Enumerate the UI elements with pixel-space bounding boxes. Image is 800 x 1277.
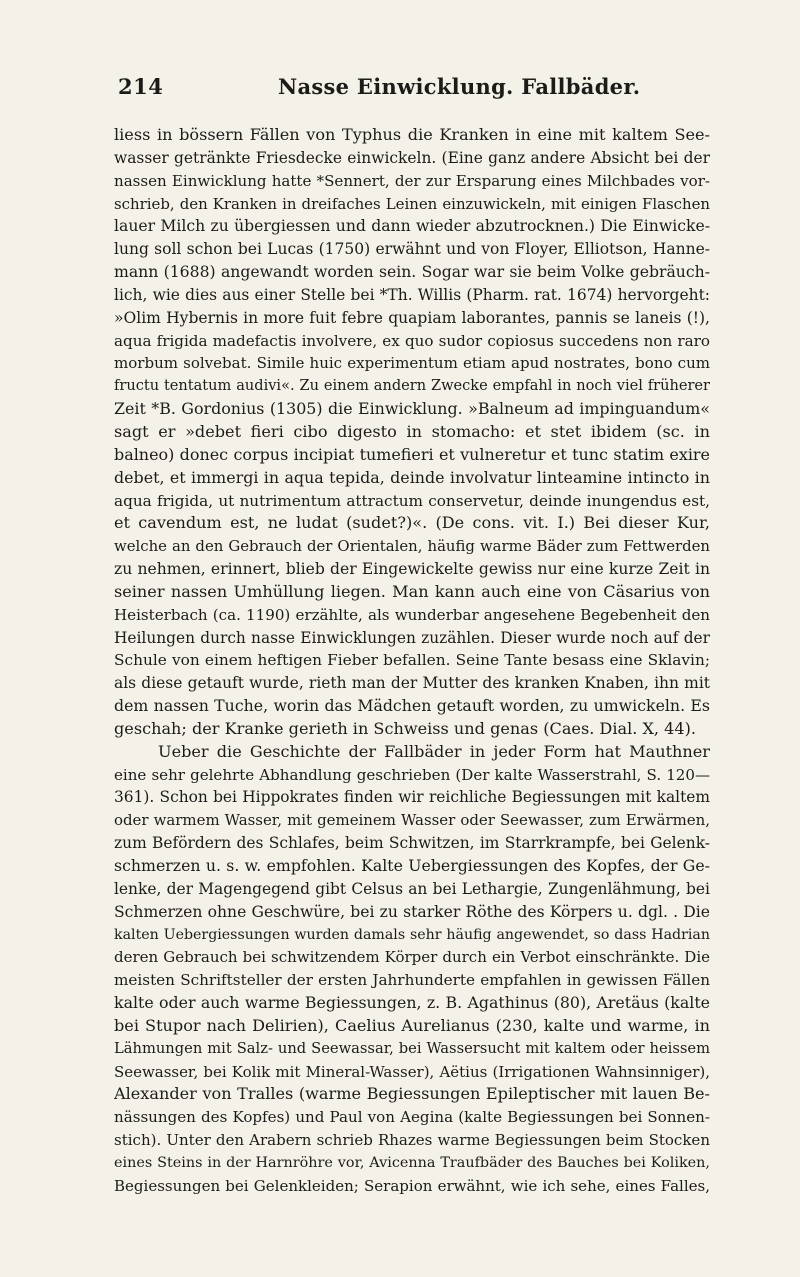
text-line: »Olim Hybernis in more fuit febre quapiam laborantes, pannis se laneis (!), xyxy=(114,308,710,327)
text-line: Heilungen durch nasse Einwicklungen zuzählen. Dieser wurde noch auf der xyxy=(114,628,710,647)
running-head: Nasse Einwicklung. Fallbäder. xyxy=(278,74,641,99)
text-line: Seewasser, bei Kolik mit Mineral-Wasser), Aëtius (Irrigationen Wahnsinniger), xyxy=(114,1062,710,1081)
body-text xyxy=(114,124,710,1221)
text-line: schmerzen u. s. w. empfohlen. Kalte Uebergiessungen des Kopfes, der Ge- xyxy=(114,856,710,875)
text-line: fructu tentatum audivi«. Zu einem andern Zwecke empfahl in noch viel früherer xyxy=(114,377,710,395)
text-line: liess in bössern Fällen von Typhus die Kranken in eine mit kaltem See- xyxy=(114,125,710,144)
text-line: Lähmungen mit Salz- und Seewassar, bei Wassersucht mit kaltem oder heissem xyxy=(114,1039,710,1057)
text-line: kalte oder auch warme Begiessungen, z. B. Agathinus (80), Aretäus (kalte xyxy=(114,993,710,1013)
text-line: aqua frigida, ut nutrimentum attractum conservetur, deinde inungendus est, xyxy=(114,491,710,510)
text-line: welche an den Gebrauch der Orientalen, häufig warme Bäder zum Fettwerden xyxy=(114,537,710,556)
text-line: lung soll schon bei Lucas (1750) erwähnt und von Floyer, Elliotson, Hanne- xyxy=(114,240,710,259)
text-line: 361). Schon bei Hippokrates finden wir reichliche Begiessungen mit kaltem xyxy=(114,788,710,807)
text-line: kalten Uebergiessungen wurden damals sehr häufig angewendet, so dass Hadrian xyxy=(114,926,710,943)
page-header xyxy=(118,74,708,104)
text-line: aqua frigida madefactis involvere, ex quo sudor copiosus succedens non raro xyxy=(114,331,710,350)
text-line: sagt er »debet fieri cibo digesto in stomacho: et stet ibidem (sc. in xyxy=(114,421,710,441)
text-line: balneo) donec corpus incipiat tumefieri et vulneretur et tunc statim exire xyxy=(114,444,710,464)
text-line: schrieb, den Kranken in dreifaches Leinen einzuwickeln, mit einigen Flaschen xyxy=(114,194,710,213)
text-line: Schmerzen ohne Geschwüre, bei zu starker Röthe des Körpers u. dgl. . Die xyxy=(114,902,710,921)
text-line: Begiessungen bei Gelenkleiden; Serapion erwähnt, wie ich sehe, eines Falles, xyxy=(114,1176,710,1195)
text-line: stich). Unter den Arabern schrieb Rhazes warme Begiessungen beim Stocken xyxy=(114,1131,710,1150)
text-line: deren Gebrauch bei schwitzendem Körper durch ein Verbot einschränkte. Die xyxy=(114,948,710,967)
text-line: eine sehr gelehrte Abhandlung geschrieben (Der kalte Wasserstrahl, S. 120— xyxy=(114,765,710,784)
text-line: et cavendum est, ne ludat (sudet?)«. (De cons. vit. I.) Bei dieser Kur, xyxy=(114,513,710,533)
text-line: Schule von einem heftigen Fieber befallen. Seine Tante besass eine Sklavin; xyxy=(114,651,710,670)
text-line: lenke, der Magengegend gibt Celsus an bei Lethargie, Zungenlähmung, bei xyxy=(114,879,710,898)
text-line: seiner nassen Umhüllung liegen. Man kann auch eine von Cäsarius von xyxy=(114,581,710,601)
text-line: nassen Einwicklung hatte *Sennert, der zur Ersparung eines Milchbades vor- xyxy=(114,171,710,190)
text-line xyxy=(114,1198,710,1221)
text-line: bei Stupor nach Delirien), Caelius Aurelianus (230, kalte und warme, in xyxy=(114,1015,710,1035)
page-number: 214 xyxy=(118,74,164,99)
text-line: dem nassen Tuche, worin das Mädchen getauft worden, zu umwickeln. Es xyxy=(114,696,710,716)
text-line: eines Steins in der Harnröhre vor, Avicenna Traufbäder des Bauches bei Koliken, xyxy=(114,1154,710,1171)
text-line: wasser getränkte Friesdecke einwickeln. (Eine ganz andere Absicht bei der xyxy=(114,148,710,167)
text-line: morbum solvebat. Simile huic experimentum etiam apud nostrates, bono cum xyxy=(114,354,710,373)
text-line: zu nehmen, erinnert, blieb der Eingewickelte gewiss nur eine kurze Zeit in xyxy=(114,560,710,579)
text-line: lauer Milch zu übergiessen und dann wieder abzutrocknen.) Die Einwicke- xyxy=(114,216,710,236)
text-line: nässungen des Kopfes) und Paul von Aegina (kalte Begiessungen bei Sonnen- xyxy=(114,1108,710,1127)
text-line: als diese getauft wurde, rieth man der Mutter des kranken Knaben, ihn mit xyxy=(114,674,710,693)
text-line: meisten Schriftsteller der ersten Jahrhunderte empfahlen in gewissen Fällen xyxy=(114,971,710,990)
text-line: Zeit *B. Gordonius (1305) die Einwicklung. »Balneum ad impinguandum« xyxy=(114,399,710,419)
text-line: debet, et immergi in aqua tepida, deinde involvatur linteamine intincto in xyxy=(114,467,710,487)
text-line: lich, wie dies aus einer Stelle bei *Th. Willis (Pharm. rat. 1674) hervorgeht: xyxy=(114,285,710,304)
text-line: zum Befördern des Schlafes, beim Schwitzen, im Starrkrampfe, bei Gelenk- xyxy=(114,834,710,853)
text-line: geschah; der Kranke gerieth in Schweiss und genas (Caes. Dial. X, 44). xyxy=(114,718,697,738)
text-line: Ueber die Geschichte der Fallbäder in jeder Form hat Mauthner xyxy=(158,741,710,761)
text-line: oder warmem Wasser, mit gemeinem Wasser oder Seewasser, zum Erwärmen, xyxy=(114,811,710,830)
text-line: Alexander von Tralles (warme Begiessungen Epileptischer mit lauen Be- xyxy=(114,1084,710,1104)
text-line: Heisterbach (ca. 1190) erzählte, als wunderbar angesehene Begebenheit den xyxy=(114,605,710,624)
text-line: mann (1688) angewandt worden sein. Sogar war sie beim Volke gebräuch- xyxy=(114,262,710,282)
